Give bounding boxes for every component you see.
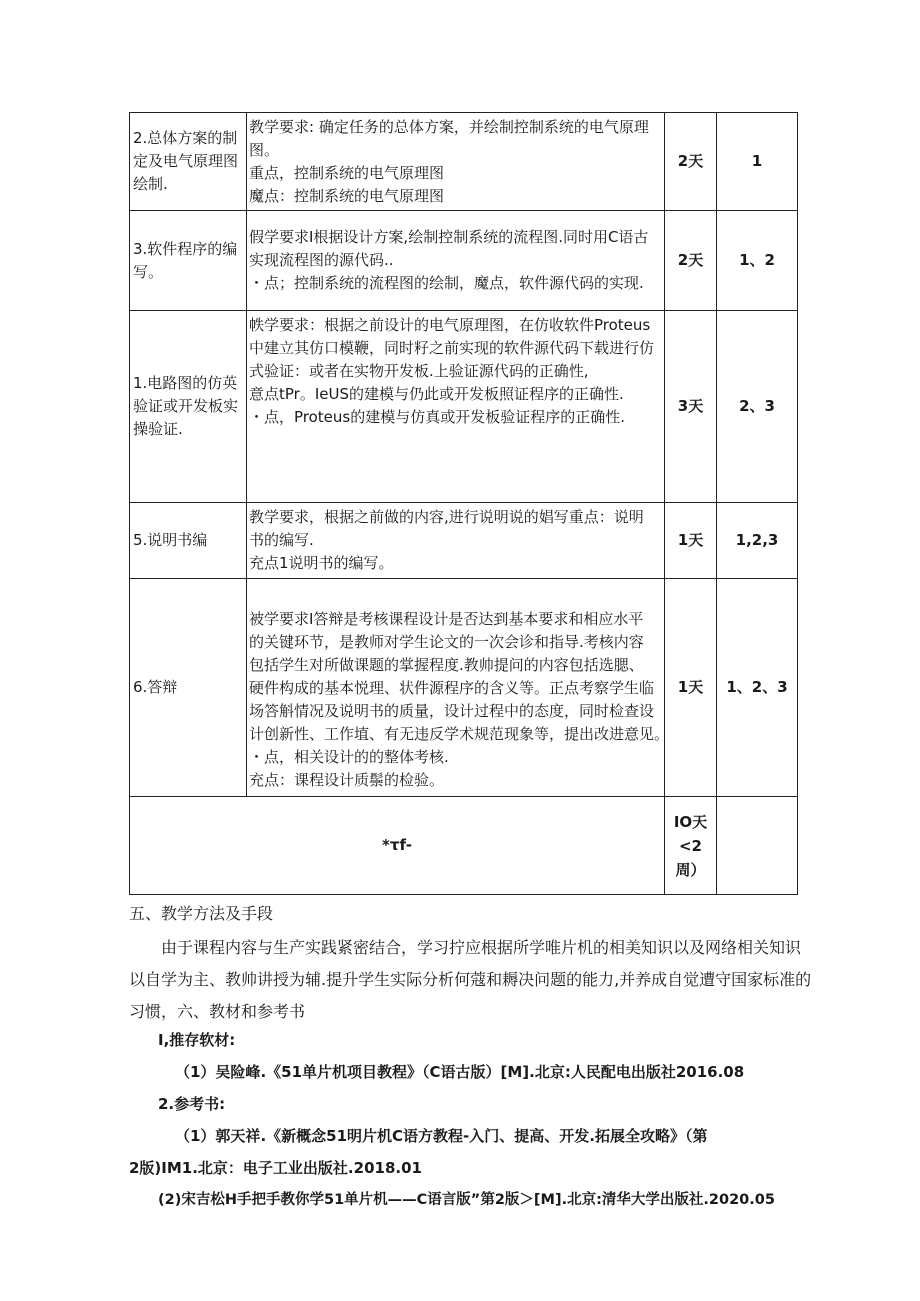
stage-name: 3.软件程序的编 写。 xyxy=(130,211,247,311)
course-plan-table xyxy=(129,112,798,895)
table-row xyxy=(130,211,798,311)
stage-description: 被学要求I答辩是考核课程设计是否达到基本要求和相应水平 的关键环节，是教师对学生论文的一次会诊和指导.考核内容 包括学生对所做课题的掌握程度.教帅提问的内容包括选腮、 硬件构成的基本悦理、状件源程序的含义等。正点考察学生临 场答斛情况及说明书的质量，设计过程中的态度，同时检查设 计创新性、工作埴、有无违反学术规范现象等，提出改进意见。 ・点，相关设计的的整体考核. 充点：课程设计质鬃的检验。 xyxy=(247,579,665,797)
stage-refs: 1、2 xyxy=(717,211,798,311)
table-row xyxy=(130,113,798,211)
stage-description: 教学要求: 确定任务的总体方案，并绘制控制系统的电气原理 图。 重点，控制系统的电气原理图 魔点：控制系统的电气原理图 xyxy=(247,113,665,211)
book-item-continued: 2版)IM1.北京：电子工业出版社.2018.01 xyxy=(129,1159,422,1177)
stage-refs: 1,2,3 xyxy=(717,503,798,579)
section-heading: 五、教学方法及手段 xyxy=(129,904,274,923)
book-item: （1）吴险峰.《51单片机项目教程》（C语古版）[M].北京:人民配电出版社2016.08 xyxy=(175,1063,745,1081)
table-row xyxy=(130,579,798,797)
table-row-total xyxy=(130,797,798,895)
stage-name: 1.电路图的仿英 验证或开发板实 操验证. xyxy=(130,311,247,503)
stage-days: 1天 xyxy=(665,579,717,797)
table-row xyxy=(130,503,798,579)
stage-name: 5.说明书编 xyxy=(130,503,247,579)
total-days: IO天 <2 周） xyxy=(665,797,717,895)
book-item: (2)宋吉松H手把手教你学51单片机——C语言版”第2版＞[M].北京:清华大学出版社.2020.05 xyxy=(158,1192,775,1208)
stage-name: 6.答辩 xyxy=(130,579,247,797)
stage-days: 1天 xyxy=(665,503,717,579)
stage-description: 帙学要求：根据之前设计的电气原理图，在仿收软件Proteus 中建立其仿口模鞭，同时籽之前实现的软件源代码下载进行仿 式验证：或者在实物开发板.上验证源代码的正确性, 意点tPr。IeUS的建模与仍此或开发板照证程序的正确性. ・点，Proteus的建模与仿真或开发板验证程序的正确性. xyxy=(247,311,665,503)
total-label: *τf- xyxy=(130,797,665,895)
stage-days: 3天 xyxy=(665,311,717,503)
stage-description: 假学要求I根据设计方案,绘制控制系统的流程图.同时用C语古 实现流程图的源代码.. ・点；控制系统的流程图的绘制，魔点，软件源代码的实现. xyxy=(247,211,665,311)
reference-label: 2.参考书: xyxy=(158,1095,226,1113)
stage-refs: 1、2、3 xyxy=(717,579,798,797)
recommended-label: I,推存软材: xyxy=(158,1031,236,1049)
stage-refs: 2、3 xyxy=(717,311,798,503)
book-item: （1）郭天祥.《新概念51明片机C语方教程-入门、提高、开发.拓展全攻略》（第 xyxy=(175,1127,708,1145)
stage-refs: 1 xyxy=(717,113,798,211)
section-paragraph: 由于课程内容与生产实践紧密结合，学习拧应根据所学唯片机的相美知识以及网络相关知识 以自学为主、教帅讲授为辅.提升学生实际分析何蔻和耨决问题的能力,并养成自觉遭守国家标准的 习惯，六、教材和参考书 xyxy=(129,938,812,1021)
table-row xyxy=(130,311,798,503)
stage-name: 2.总体方案的制 定及电气原理图 绘制. xyxy=(130,113,247,211)
stage-days: 2天 xyxy=(665,211,717,311)
stage-days: 2天 xyxy=(665,113,717,211)
total-refs xyxy=(717,797,798,895)
stage-description: 教学要求，根据之前做的内容,进行说明说的娼写重点：说明 书的编写. 充点1说明书的编写。 xyxy=(247,503,665,579)
